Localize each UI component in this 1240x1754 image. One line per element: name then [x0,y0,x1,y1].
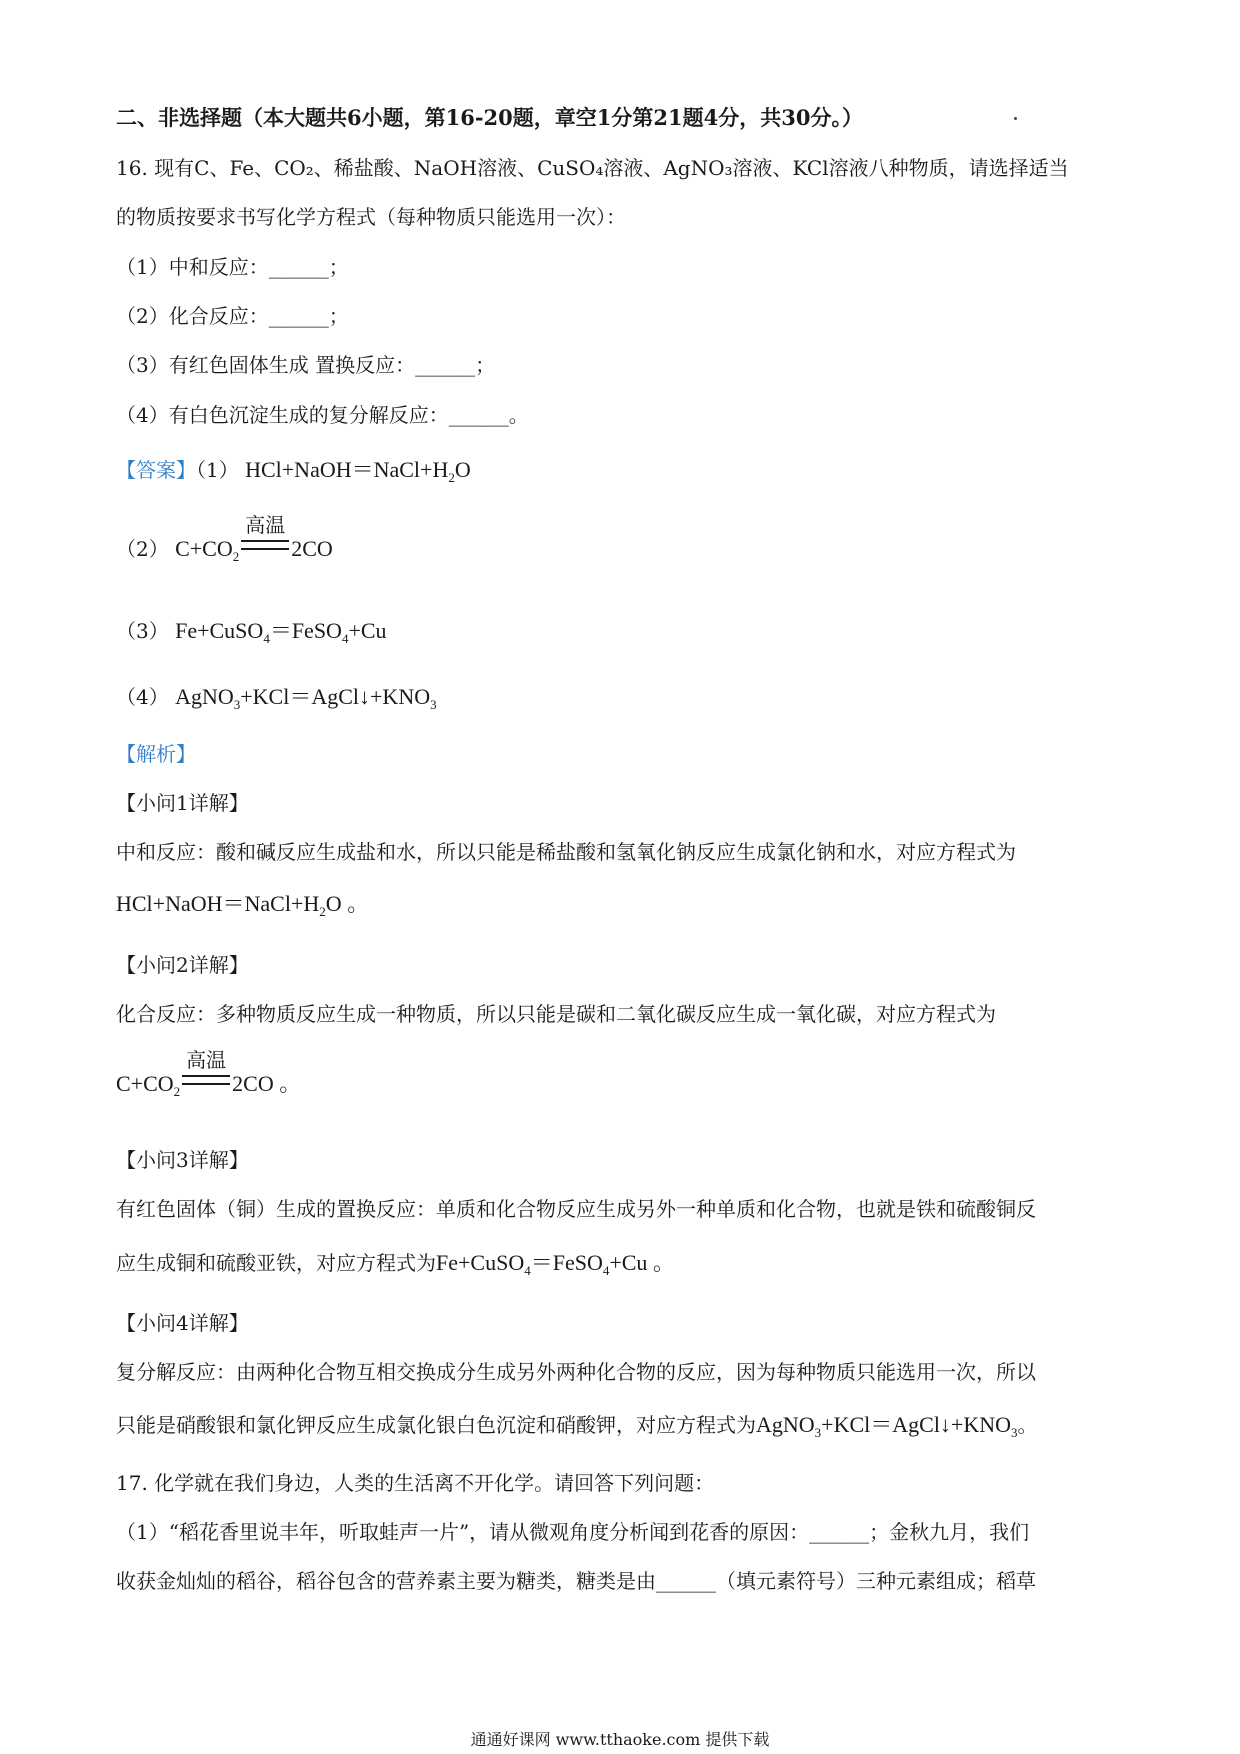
text-part: 应生成铜和硫酸亚铁，对应方程式为 [116,1251,436,1275]
eq-part: AgNO [175,684,234,709]
eq-subscript: 3 [814,1425,822,1440]
subq-4-title: 【小问4详解】 [116,1311,249,1335]
subq-1-text: 中和反应：酸和碱反应生成盐和水，所以只能是稀盐酸和氢氧化钠反应生成氯化钠和水，对应方程式为 [116,840,1016,864]
q16-item-2: （2）化合反应：______； [116,304,349,328]
answer-2-equation [175,515,333,564]
q16-item-4: （4）有白色沉淀生成的复分解反应：______。 [116,403,529,427]
eq-part: AgNO [756,1412,815,1437]
answer-1-equation [245,457,471,485]
stray-dot [1014,117,1017,120]
eq-subscript: 2 [448,470,455,485]
eq-part: HCl+NaOH＝NaCl+H [116,891,320,916]
answer-line-1 [116,456,471,487]
answer-4-equation [175,684,437,712]
subq-1-title: 【小问1详解】 [116,791,249,815]
reaction-condition: 高温 [245,515,286,537]
answer-3-equation [175,618,387,646]
eq-part: O 。 [325,891,370,916]
reaction-condition: 高温 [186,1050,227,1072]
answer-line-3 [116,617,387,648]
answer-3-prefix: （3） [116,619,169,643]
answer-line-2 [116,515,333,566]
q17-line-2: 收获金灿灿的稻谷，稻谷包含的营养素主要为糖类，糖类是由______（填元素符号）三种元素组成；稻草 [116,1569,1036,1593]
eq-subscript: 4 [341,631,349,646]
subq-4-text-2 [116,1411,1038,1442]
eq-subscript: 3 [1011,1425,1018,1440]
eq-part: +Cu [348,618,387,643]
subq-2-equation [116,1050,302,1101]
eq-part: ＝FeSO [269,618,342,643]
answer-1-prefix: （1） [196,458,239,482]
eq-subscript: 3 [233,697,241,712]
eq-part: C+CO [116,1071,174,1096]
eq-subscript: 2 [173,1084,181,1099]
answer-tag: 【答案】 [116,458,196,482]
eq-subscript: 4 [263,631,270,646]
subq-3-title: 【小问3详解】 [116,1148,249,1172]
q17-stem: 17. 化学就在我们身边，人类的生活离不开化学。请回答下列问题： [116,1471,715,1495]
q17-line-1: （1）“稻花香里说丰年，听取蛙声一片”，请从微观角度分析闻到花香的原因：______；金秋九月，我们 [116,1520,1030,1544]
section-heading: 二、非选择题（本大题共6小题，第16-20题，章空1分第21题4分，共30分。） [116,105,863,130]
q16-item-3: （3）有红色固体生成 置换反应：______； [116,353,496,377]
answer-line-4 [116,683,437,714]
eq-part: +KCl＝AgCl↓+KNO [240,684,431,709]
eq-part: ＝FeSO [530,1250,603,1275]
reaction-condition-arrow [241,515,289,563]
q16-stem-line1: 16. 现有C、Fe、CO₂、稀盐酸、NaOH溶液、CuSO₄溶液、AgNO₃溶液、KCl溶液八种物质，请选择适当 [116,156,1069,180]
subq-3-text-2 [116,1249,675,1280]
text-part: 只能是硝酸银和氯化钾反应生成氯化银白色沉淀和硝酸钾，对应方程式为 [116,1413,756,1437]
subq-4-equation [756,1412,1018,1440]
eq-subscript: 2 [232,549,240,564]
subq-3-equation [436,1250,675,1278]
double-line [241,540,289,550]
q16-item-1: （1）中和反应：______； [116,255,349,279]
reaction-condition-arrow [182,1050,230,1098]
subq-1-equation [116,890,369,921]
eq-subscript: 4 [524,1263,531,1278]
eq-part: O [454,457,471,482]
eq-subscript: 2 [319,904,326,919]
eq-subscript: 4 [602,1263,610,1278]
eq-part: Fe+CuSO [175,618,264,643]
eq-part: 2CO [291,536,333,561]
q16-stem-line2: 的物质按要求书写化学方程式（每种物质只能选用一次）： [116,205,626,229]
subq-2-text: 化合反应：多种物质反应生成一种物质，所以只能是碳和二氧化碳反应生成一氧化碳，对应方程式为 [116,1002,996,1026]
subq-3-text-1: 有红色固体（铜）生成的置换反应：单质和化合物反应生成另外一种单质和化合物，也就是铁和硫酸铜反 [116,1197,1036,1221]
eq-part: 2CO 。 [232,1071,302,1096]
eq-part: +KCl＝AgCl↓+KNO [821,1412,1011,1437]
eq-part: Fe+CuSO [436,1250,525,1275]
subq-4-text-1: 复分解反应：由两种化合物互相交换成分生成另外两种化合物的反应，因为每种物质只能选用一次，所以 [116,1360,1036,1384]
eq-part: HCl+NaOH＝NaCl+H [245,457,449,482]
eq-part: +Cu 。 [609,1250,675,1275]
double-line [182,1075,230,1085]
subq-2-title: 【小问2详解】 [116,953,249,977]
eq-part: C+CO [175,536,233,561]
analysis-tag: 【解析】 [116,742,196,766]
answer-4-prefix: （4） [116,685,169,709]
footer-watermark: 通通好课网 www.tthaoke.com 提供下载 [470,1730,770,1749]
text-part: 。 [1017,1413,1038,1437]
answer-2-prefix: （2） [116,537,169,561]
eq-subscript: 3 [430,697,437,712]
